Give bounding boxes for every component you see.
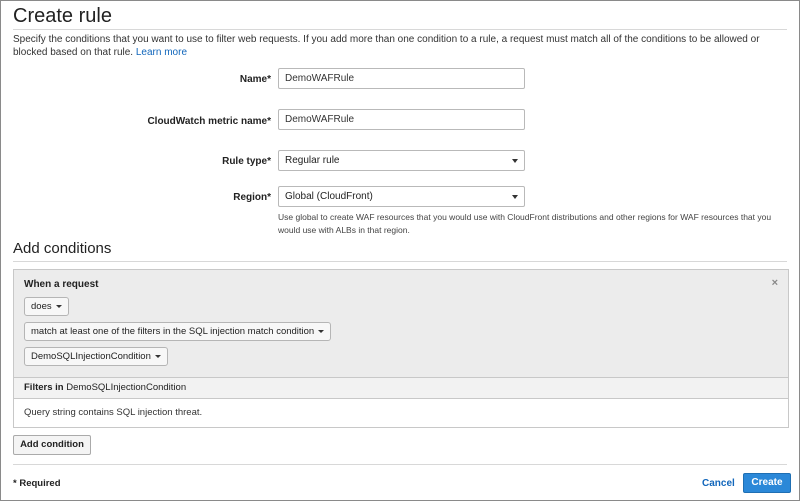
filters-header <box>14 377 788 399</box>
learn-more-link[interactable]: Learn more <box>135 47 188 58</box>
match-type-dropdown[interactable] <box>24 322 331 341</box>
when-a-request-label: When a request <box>24 279 99 290</box>
create-button[interactable]: Create <box>743 473 791 493</box>
condition-value: DemoSQLInjectionCondition <box>31 351 151 362</box>
match-type-value: match at least one of the filters in the SQL injection match condition <box>31 326 315 337</box>
does-value: does <box>31 301 52 312</box>
rule-type-value: Regular rule <box>285 155 340 166</box>
region-select[interactable] <box>278 186 525 207</box>
name-input[interactable] <box>278 68 525 89</box>
metric-name-input[interactable] <box>278 109 525 130</box>
region-label: Region* <box>233 192 271 203</box>
required-note: * Required <box>13 478 61 489</box>
page-title: Create rule <box>13 5 112 27</box>
add-condition-button[interactable]: Add condition <box>13 435 91 455</box>
condition-dropdown[interactable] <box>24 347 168 366</box>
condition-panel <box>13 269 789 428</box>
cancel-button[interactable]: Cancel <box>702 478 735 489</box>
section-divider <box>13 261 787 262</box>
chevron-down-icon <box>155 355 161 358</box>
name-label: Name* <box>239 74 271 85</box>
chevron-down-icon <box>318 330 324 333</box>
chevron-down-icon <box>512 195 518 199</box>
metric-name-label: CloudWatch metric name* <box>147 116 271 127</box>
does-dropdown[interactable] <box>24 297 69 316</box>
title-divider <box>13 29 787 30</box>
page-description <box>13 33 783 59</box>
region-hint: Use global to create WAF resources that you would use with CloudFront distributions and other regions for WAF resources that you would use with ALBs in that region. <box>278 212 772 235</box>
close-icon[interactable]: × <box>771 277 778 289</box>
chevron-down-icon <box>56 305 62 308</box>
region-value: Global (CloudFront) <box>285 191 373 202</box>
section-title-add-conditions: Add conditions <box>13 240 112 257</box>
filters-condition-name: DemoSQLInjectionCondition <box>66 382 187 393</box>
description-text: Specify the conditions that you want to use to filter web requests. If you add more than one condition to a rule, a request must match all of the conditions to be allowed or blocked based on that rule. <box>13 34 760 58</box>
chevron-down-icon <box>512 159 518 163</box>
filter-item: Query string contains SQL injection threat. <box>14 399 788 427</box>
rule-type-label: Rule type* <box>222 156 271 167</box>
rule-type-select[interactable] <box>278 150 525 171</box>
footer-divider <box>13 464 787 465</box>
filters-label: Filters in <box>24 382 64 393</box>
